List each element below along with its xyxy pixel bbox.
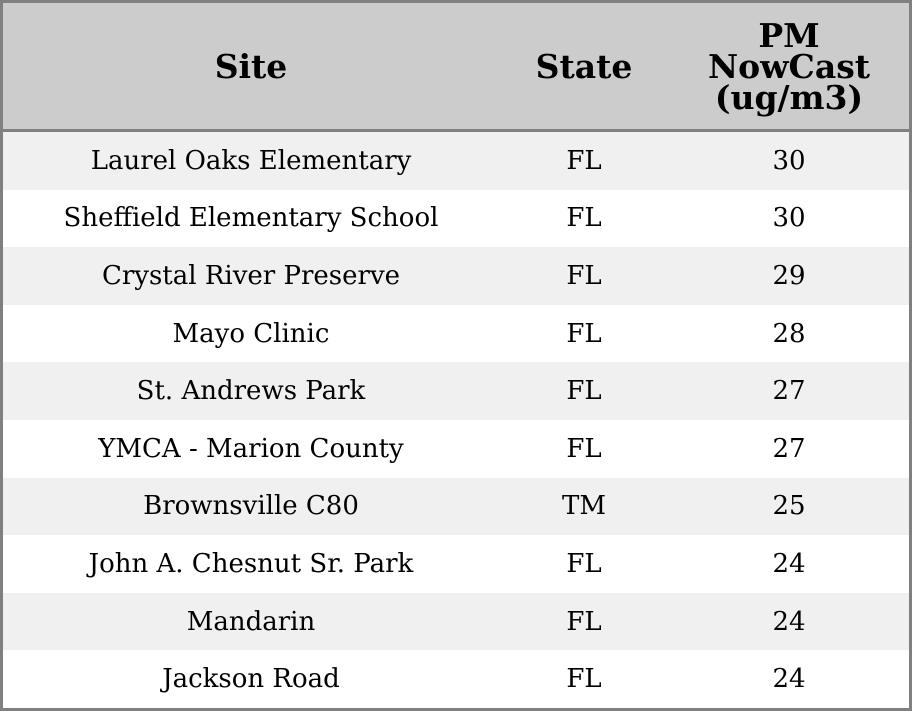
cell-pm-nowcast: 27 (772, 433, 806, 464)
cell-pm-nowcast: 29 (772, 260, 806, 291)
header-site (3, 3, 499, 129)
cell-state: TM (562, 491, 606, 522)
cell-pm-nowcast: 27 (772, 376, 806, 407)
cell-state: FL (566, 548, 602, 579)
cell-site: John A. Chesnut Sr. Park (88, 548, 414, 579)
table-row (3, 190, 909, 248)
table-body (3, 132, 909, 708)
table-row (3, 132, 909, 190)
table-row (3, 478, 909, 536)
cell-state: FL (566, 433, 602, 464)
table-row (3, 247, 909, 305)
cell-pm-nowcast: 24 (772, 606, 806, 637)
cell-site: Mayo Clinic (172, 318, 330, 349)
header-pm-line-1: PM (758, 15, 820, 55)
table-header-row (3, 3, 909, 132)
cell-state: FL (566, 318, 602, 349)
cell-site: YMCA - Marion County (98, 433, 404, 464)
cell-site: Laurel Oaks Elementary (90, 145, 412, 176)
cell-site: St. Andrews Park (136, 376, 366, 407)
cell-site: Crystal River Preserve (101, 260, 401, 291)
table-row (3, 420, 909, 478)
cell-state: FL (566, 606, 602, 637)
cell-state: FL (566, 664, 602, 695)
cell-site: Jackson Road (162, 664, 340, 695)
cell-site: Mandarin (186, 606, 316, 637)
cell-pm-nowcast: 24 (772, 664, 806, 695)
cell-pm-nowcast: 30 (772, 203, 806, 234)
cell-state: FL (566, 203, 602, 234)
table-row (3, 593, 909, 651)
header-pm-line-3: (ug/m3) (714, 77, 864, 117)
table-row (3, 650, 909, 708)
cell-state: FL (566, 145, 602, 176)
header-state (499, 3, 669, 129)
header-site-label: Site (214, 46, 288, 86)
header-pm-line-2: NowCast (707, 46, 871, 86)
cell-site: Brownsville C80 (143, 491, 359, 522)
table-row (3, 305, 909, 363)
header-pm-nowcast (669, 3, 909, 129)
header-state-label: State (535, 46, 633, 86)
table-row (3, 362, 909, 420)
cell-state: FL (566, 376, 602, 407)
table-row (3, 535, 909, 593)
cell-pm-nowcast: 24 (772, 548, 806, 579)
cell-pm-nowcast: 30 (772, 145, 806, 176)
cell-site: Sheffield Elementary School (63, 203, 439, 234)
cell-pm-nowcast: 28 (772, 318, 806, 349)
cell-pm-nowcast: 25 (772, 491, 806, 522)
cell-state: FL (566, 260, 602, 291)
